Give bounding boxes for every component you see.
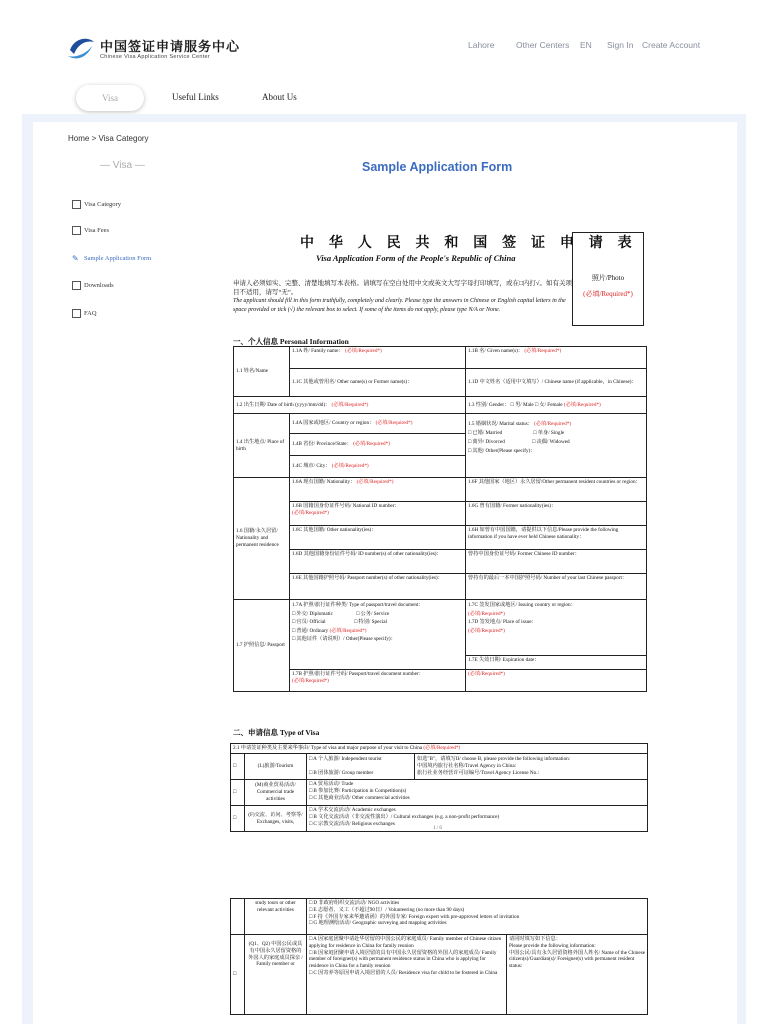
page-title: Sample Application Form bbox=[362, 160, 513, 174]
cell-place-of-birth: 1.4 出生地点/ Place of birth bbox=[234, 414, 290, 478]
opt-cultural[interactable]: □ B 文化交流活动（非交流性演出）/ Cultural exchanges (e.g. a non-profit performance) bbox=[309, 813, 500, 820]
req: (必填/Required*) bbox=[331, 463, 369, 470]
sidebar-item-label: Visa Fees bbox=[84, 226, 110, 234]
logo-text-cn[interactable]: 中国签证申请服务中心 bbox=[100, 40, 241, 55]
cell-marital: 1.5 婚姻状况/ Marital status： bbox=[468, 421, 533, 427]
opt-q-b[interactable]: □ B 因家庭团聚申请入境居留的具有中国永久居留资格的外国人的家庭成员/ Family member of foreigner(s) with permanent residence status in China who is applying for residence in China for a family reunion bbox=[309, 949, 497, 970]
visa-type-table-cont: study tours or other relevant activities □ D 非政府组织交流活动/ NGO activities □ E 志愿者、义工（不超过90日）/ Volunteering (no more than 90 days) □ F 持《外国专家来华邀请函》的外国专家/ Foreign expert with pre-approved letters of invitation □ G 地理测绘活动/ Geographic surveying and mapping activities □ (Q1、Q2) 中国公民或具有中国永久居留资格的外国人的家庭成员探亲 / Family member or □ A 因家庭团聚申请赴华居留的中国公民的家庭成员/ Family member of Chinese citizen applying for residence in China for family reunion □ B 因家庭团聚申请入境居留的具有中国永久居留资格的外国人的家庭成员/ Family member of foreigner(s) with permanent residence status in China who is applying for residence in China for a family reunion □ C 因寄养等原因申请入境居留的人员/ Residence visa for child to be fostered in China 请同时填写如下信息： Please provide the following information: 中国公民/具有永久居留资格外国人姓名/ Name of the Chinese citizen(s)/Guardian(s)/ Foreigner(s) with permanent resident status: bbox=[230, 898, 648, 1015]
req: (必填/Required*) bbox=[468, 610, 505, 617]
cell-type-f-cont: study tours or other relevant activities bbox=[245, 899, 307, 935]
req: (必填/Required*) bbox=[563, 401, 601, 408]
section-personal: 一、个人信息 Personal Information bbox=[233, 337, 349, 346]
cell-l-note3: 旅行社业务经营许可证编号/Travel Agency License No.: bbox=[417, 769, 539, 776]
cell-type-m: (M)商业贸易活动/ Commercial trade activities bbox=[245, 780, 307, 806]
cell-nat-j: 曾持有的最后一本中国护照号码/ Number of your last Chinese passport： bbox=[466, 574, 647, 600]
cell-country: 1.4A 国家或地区/ Country or region： bbox=[292, 420, 375, 427]
grid-icon bbox=[72, 200, 81, 209]
opt-service[interactable]: □ 公务/ Service bbox=[356, 610, 390, 617]
opt-official[interactable]: □ 官员/ Official bbox=[292, 619, 326, 625]
sidebar-item-sample-form[interactable] bbox=[72, 254, 151, 263]
cell-chinese-name: 1.1D 中文姓名（适用中文填写）/ Chinese name (if applicable，in Chinese)： bbox=[466, 369, 647, 397]
cell-province: 1.4B 省份/ Province/State： bbox=[292, 441, 352, 448]
req: (必填/Required*) bbox=[331, 401, 369, 408]
req: (必填/Required*) bbox=[375, 420, 413, 427]
opt-geographic[interactable]: □ G 地理测绘活动/ Geographic surveying and mapping activities bbox=[309, 920, 447, 927]
sidebar-item-label: Downloads bbox=[84, 281, 114, 289]
link-sign-in[interactable]: Sign In bbox=[607, 40, 634, 50]
sidebar-item-label: Visa Category bbox=[84, 200, 121, 208]
sidebar-title: — Visa — bbox=[100, 160, 145, 171]
opt-group[interactable]: □ B 团体旅游/ Group member bbox=[309, 769, 374, 776]
req: (必填/Required*) bbox=[468, 671, 505, 677]
opt-divorced[interactable]: □ 离异/ Divorced bbox=[468, 439, 505, 445]
opt-religious[interactable]: □ C 宗教交流活动/ Religious exchanges bbox=[309, 820, 395, 827]
req: (必填/Required*) bbox=[534, 421, 572, 427]
breadcrumb[interactable]: Home > Visa Category bbox=[68, 134, 149, 143]
opt-single[interactable]: □ 单身/ Single bbox=[533, 430, 565, 436]
cell-nat-h: 1.6H 如曾有中国国籍，请提供以下信息/Please provide the following information if you have ever held Chinese nationality： bbox=[466, 526, 647, 550]
opt-trade[interactable]: □ A 贸易活动/ Trade bbox=[309, 781, 354, 787]
cell-l-note1: 如选"B"，请填写II/ choose B, please provide the following information: bbox=[417, 756, 571, 763]
link-language[interactable]: EN bbox=[580, 40, 592, 50]
cell-pp-expiry: 1.7E 失效日期/ Expiration date： bbox=[468, 657, 540, 663]
cell-visa-head: 2.1 申请签证种类及主要来华事由/ Type of visa and major purpose of your visit to China bbox=[233, 745, 423, 751]
cell-dob: 1.2 出生日期/ Date of birth (yyyy/mm/dd)： bbox=[236, 401, 331, 408]
visa-type-table: 2.1 申请签证种类及主要来华事由/ Type of visa and major purpose of your visit to China (必填/Required*) □ (L)旅游/Tourism □ A 个人旅游/ Independent tourist □ B 团体旅游/ Group member 如选"B"，请填写II/ choose B, please provide the following information: 中国境内旅行社名称/Travel Agency in China: 旅行社业务经营许可证编号/Travel Agency License No.: □ (M)商业贸易活动/ Commercial trade activities □ A 贸易活动/ Trade □ B 参加比赛/ Participation in Competition(s) □ C 其他商业活动/ Other commercial activities □ (F)交流、访问、考察等/ Exchanges, visits, □ A 学术交流活动/ Academic exchanges □ B 文化交流活动（非交流性演出）/ Cultural exchanges (e.g. a non-profit performance) □ C 宗教交流活动/ Religious exchanges bbox=[230, 743, 648, 832]
cell-nationality: 1.6 国籍/永久居留/ Nationality and permanent residence bbox=[234, 478, 290, 600]
opt-special[interactable]: □ 特别/ Special bbox=[354, 619, 387, 625]
opt-q-c[interactable]: □ C 因寄养等原因申请入境居留的人员/ Residence visa for child to be fostered in China bbox=[309, 969, 498, 976]
link-lahore[interactable]: Lahore bbox=[468, 40, 495, 50]
sidebar-item-visa-category[interactable] bbox=[72, 200, 121, 209]
cell-gender: 1.3 性别/ Gender： □ 男/ Male □ 女/ Female bbox=[468, 401, 563, 408]
sidebar-item-label: Sample Application Form bbox=[84, 254, 152, 262]
cell-pp-type: 1.7A 护照/旅行证件种类/ Type of passport/travel document： bbox=[292, 602, 424, 608]
cell-nat-b: 1.6B 国籍国身份证件号码/ National ID number： bbox=[292, 503, 400, 509]
opt-marital-other[interactable]: □ 其他/ Other(Please specify)： bbox=[468, 448, 536, 454]
cell-passport: 1.7 护照信息/ Passport bbox=[234, 600, 290, 692]
cell-nat-d: 1.6D 其他国籍身份证件号码/ ID number(s) of other nationality(ies)： bbox=[290, 550, 466, 574]
cell-pp-issuing: 1.7C 签发国家或地区/ Issuing country or region： bbox=[468, 602, 576, 608]
nav-visa[interactable]: Visa bbox=[76, 85, 144, 111]
opt-ngo[interactable]: □ D 非政府组织交流活动/ NGO activities bbox=[309, 900, 400, 906]
link-create-account[interactable]: Create Account bbox=[642, 40, 701, 50]
cell-nat-i: 曾持中国身份证号码/ Former Chinese ID number： bbox=[466, 550, 647, 574]
cell-type-q: (Q1、Q2) 中国公民或具有中国永久居留资格的外国人的家庭成员探亲 / Family member or bbox=[245, 935, 307, 1015]
form-intro bbox=[233, 280, 573, 314]
cell-q-r1: 请同时填写如下信息： bbox=[509, 936, 561, 942]
opt-competition[interactable]: □ B 参加比赛/ Participation in Competition(s) bbox=[309, 787, 407, 794]
req: (必填/Required*) bbox=[423, 745, 461, 751]
cell-city: 1.4C 城市/ City： bbox=[292, 463, 331, 470]
photo-box bbox=[572, 232, 644, 326]
cell-pp-place: 1.7D 签发地点/ Place of issue： bbox=[468, 619, 537, 625]
cell-q-r2: Please provide the following information: bbox=[509, 942, 596, 949]
cell-nat-e: 1.6E 其他国籍护照号码/ Passport number(s) of other nationality(ies)： bbox=[290, 574, 466, 600]
form-icon: ✎ bbox=[72, 254, 79, 263]
sidebar-item-faq[interactable] bbox=[72, 309, 97, 318]
nav-about-us[interactable]: About Us bbox=[262, 92, 297, 102]
page-number: 1 / 6 bbox=[433, 826, 442, 831]
logo-text-en: Chinese Visa Application Service Center bbox=[100, 54, 211, 60]
cell-name: 1.1 姓名/Name bbox=[234, 347, 290, 397]
cell-pp-number: 1.7B 护照/旅行证件号码/ Passport/travel document number： bbox=[292, 671, 424, 677]
opt-diplomatic[interactable]: □ 外交/ Diplomatic bbox=[292, 610, 333, 617]
section-visa-type: 二、申请信息 Type of Visa bbox=[233, 728, 320, 737]
cell-nat-a: 1.6A 现有国籍/ Nationality： bbox=[292, 479, 356, 485]
sidebar-item-downloads[interactable] bbox=[72, 281, 114, 290]
opt-married[interactable]: □ 已婚/ Married bbox=[468, 430, 503, 436]
personal-info-table bbox=[233, 346, 647, 692]
cell-nat-f: 1.6F 其他国家（地区）永久居留/Other permanent resident countries or region： bbox=[466, 478, 647, 502]
site-header bbox=[0, 0, 768, 78]
opt-independent[interactable]: □ A 个人旅游/ Independent tourist bbox=[309, 756, 382, 763]
link-other-centers[interactable]: Other Centers bbox=[516, 40, 570, 50]
req: (必填/Required*) bbox=[353, 441, 390, 448]
req: (必填/Required*) bbox=[356, 479, 394, 485]
opt-commercial-other[interactable]: □ C 其他商业活动/ Other commercial activities bbox=[309, 794, 410, 801]
form-title-cn: 中 华 人 民 共 和 国 签 证 申 请 表 bbox=[300, 235, 637, 251]
cell-type-f: (F)交流、访问、考察等/ Exchanges, visits, bbox=[245, 806, 307, 832]
form-title-en: Visa Application Form of the People's Republic of China bbox=[316, 253, 516, 263]
download-icon bbox=[72, 281, 81, 290]
req: (必填/Required*) bbox=[524, 348, 562, 354]
logo-icon bbox=[66, 32, 96, 62]
intro-en: The applicant should fill in this form truthfully, completely and clearly. Please type the answers in Chinese or English capital letters in the space provided or tick (√) the relevant box to select. If some of the items do not apply, please type N/A or None. bbox=[233, 298, 566, 313]
opt-ordinary[interactable]: □ 普通/ Ordinary bbox=[292, 627, 329, 634]
req: (必填/Required*) bbox=[292, 677, 329, 684]
photo-required: (必填/Required*) bbox=[583, 290, 633, 298]
req: (必填/Required*) bbox=[292, 509, 329, 516]
faq-icon bbox=[72, 309, 81, 318]
opt-pp-other[interactable]: □ 其他证件（请说明）/ Other(Please specify)： bbox=[292, 636, 396, 642]
opt-widowed[interactable]: □ 丧偶/ Widowed bbox=[532, 439, 570, 445]
photo-label: 照片/Photo bbox=[591, 274, 625, 282]
sidebar-item-label: FAQ bbox=[84, 309, 97, 317]
cell-nat-g: 1.6G 曾有国籍/ Former nationality(ies)： bbox=[466, 502, 647, 526]
nav-useful-links[interactable]: Useful Links bbox=[172, 92, 219, 102]
req: (必填/Required*) bbox=[329, 627, 367, 634]
opt-academic[interactable]: □ A 学术交流活动/ Academic exchanges bbox=[309, 807, 396, 813]
sidebar-item-visa-fees[interactable] bbox=[72, 226, 109, 235]
cell-given-name: 1.1B 名/ Given name(s)： bbox=[468, 348, 524, 354]
cell-l-note2: 中国境内旅行社名称/Travel Agency in China: bbox=[417, 763, 517, 770]
fee-icon bbox=[72, 226, 81, 235]
cell-nat-c: 1.6C 其他国籍/ Other nationality(ies)： bbox=[290, 526, 466, 550]
cell-q-r3: 中国公民/具有永久居留资格外国人姓名/ Name of the Chinese citizen(s)/Guardian(s)/ Foreigner(s) with permanent resident status: bbox=[509, 949, 646, 970]
opt-volunteer[interactable]: □ E 志愿者、义工（不超过90日）/ Volunteering (no more than 90 days) bbox=[309, 906, 465, 913]
opt-foreign-expert[interactable]: □ F 持《外国专家来华邀请函》的外国专家/ Foreign expert with pre-approved letters of invitation bbox=[309, 913, 520, 920]
cell-family-name: 1.1A 姓/ Family name： bbox=[292, 348, 344, 354]
cell-type-l: (L)旅游/Tourism bbox=[245, 754, 307, 780]
cell-other-name: 1.1C 其他或曾用名/ Other name(s) or Former name(s)： bbox=[290, 369, 466, 397]
req: (必填/Required*) bbox=[468, 627, 505, 634]
intro-cn: 申请人必须如实、完整、清楚地填写本表格。请填写在空白处用中文或英文大写字母打印填写，或在□内打√。如有关项目不适用，请写“无”。 bbox=[233, 280, 572, 296]
opt-q-a[interactable]: □ A 因家庭团聚申请赴华居留的中国公民的家庭成员/ Family member of Chinese citizen applying for residence in China for family reunion bbox=[309, 936, 502, 949]
req: (必填/Required*) bbox=[344, 348, 382, 354]
